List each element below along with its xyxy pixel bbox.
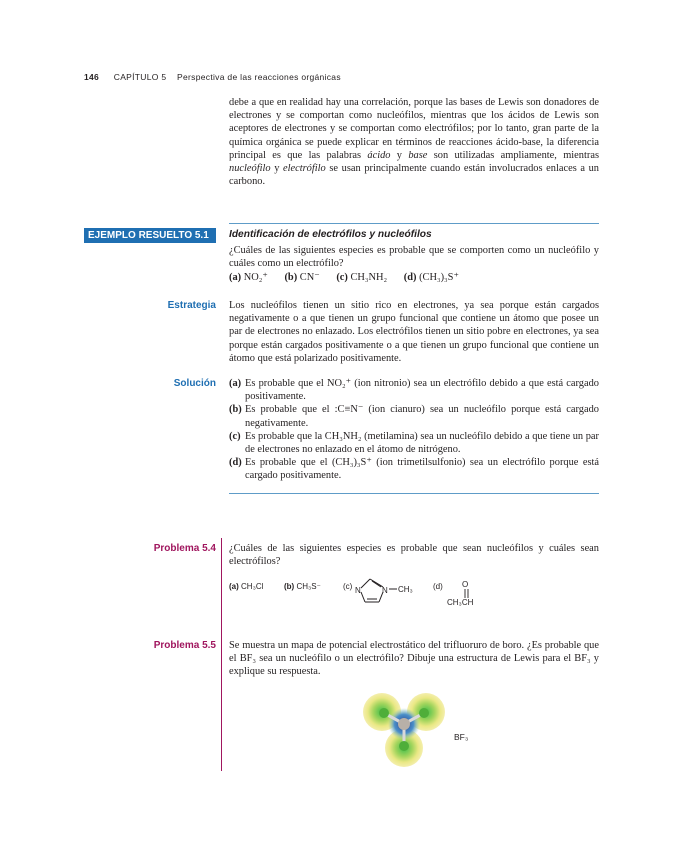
acetaldehyde-oxygen: O — [462, 580, 469, 589]
example-label: EJEMPLO RESUELTO 5.1 — [84, 228, 216, 243]
example-options — [229, 271, 599, 284]
problem-5-4-option-b: (b) CH₃S⁻ — [284, 582, 321, 591]
intro-text-3: se usan principalmente cuando están involucrados enlaces a un carbono. — [229, 163, 599, 188]
intro-and-1: y — [390, 149, 409, 161]
imidazole-methyl: CH₃ — [398, 585, 413, 594]
acid-word: ácido — [367, 149, 391, 161]
problem-5-4-option-d-letter: (d) — [433, 582, 443, 591]
solution-label: Solución — [173, 378, 216, 389]
chapter-label: CAPÍTULO 5 — [113, 72, 167, 82]
example-top-rule — [229, 223, 599, 224]
nucleophile-word: nucleófilo — [229, 163, 271, 175]
page-number: 146 — [84, 72, 100, 82]
problem-5-4-text: ¿Cuáles de las siguientes especies es probable que sean nucleófilos y cuáles sean electrófilos? — [229, 543, 599, 568]
running-header — [84, 72, 341, 82]
imidazole-n-left: N — [355, 586, 361, 595]
acetaldehyde-formula: CH₃CH — [447, 598, 474, 607]
solution-list — [229, 377, 599, 483]
problem-5-4-option-c-letter: (c) — [343, 582, 353, 591]
problem-5-4-option-a: (a) CH₃Cl — [229, 582, 264, 591]
example-bottom-rule — [229, 493, 599, 494]
problems-vertical-rule — [221, 538, 222, 771]
option-c: (c) CH₃NH₂ — [336, 272, 388, 283]
strategy-label: Estrategia — [167, 300, 216, 311]
solution-d: (d) Es probable que el (CH₃)₃S⁺ (ion trimetilsulfonio) sea un electrófilo porque está cargado positivamente. — [229, 457, 599, 482]
option-d: (d) (CH₃)₃S⁺ — [403, 272, 459, 283]
option-b: (b) CN⁻ — [284, 272, 320, 283]
chapter-title: Perspectiva de las reacciones orgánicas — [177, 72, 341, 82]
example-title: Identificación de electrófilos y nucleófilos — [229, 229, 432, 240]
solution-b: (b) Es probable que el :C≡N⁻ (ion cianuro) sea un nucleófilo porque está cargado negativamente. — [229, 404, 599, 429]
intro-text-1: debe a que en realidad hay una correlación, porque las bases de Lewis son donadores de electrones y se comportan como nucleófilos, mientras que los ácidos de Lewis son aceptores de electrones y se comportan como electrófilos; por lo tanto, gran parte de la química orgánica se puede explicar en términos de reacciones ácido-base, la diferencia principal es que las palabras — [229, 97, 599, 161]
base-word: base — [408, 149, 428, 161]
imidazole-n-right: N — [382, 586, 388, 595]
strategy-text: Los nucleófilos tienen un sitio rico en electrones, ya sea porque están cargados negativamente o a que tienen un grupo funcional que contiene un átomo que posee un par de electrones no enlazado. Los electrófilos tienen un sitio pobre en electrones, ya sea porque están cargados positivamente o a que tienen un grupo funcional que contiene un átomo que está polarizado positivamente. — [229, 300, 599, 364]
imidazole-structure — [350, 572, 440, 608]
solution-c: (c) Es probable que la CH₃NH₂ (metilamina) sea un nucleófilo debido a que tiene un par de electrones no enlazado en el átomo de nitrógeno. — [229, 430, 599, 456]
problem-5-4-label: Problema 5.4 — [153, 543, 216, 554]
intro-and-2: y — [270, 163, 284, 175]
example-question: ¿Cuáles de las siguientes especies es probable que se comporten como un nucleófilo y cuáles como un electrófilo? — [229, 245, 599, 270]
problem-5-5-text: Se muestra un mapa de potencial electrostático del trifluoruro de boro. ¿Es probable que el BF₃ sea un nucleófilo o un electrófilo? Dibuje una estructura de Lewis para el BF₃ y explique su respuesta. — [229, 640, 599, 678]
bf3-potential-map — [360, 690, 450, 770]
intro-text-2: son utilizadas ampliamente, mientras — [427, 149, 599, 161]
problem-5-5-label: Problema 5.5 — [153, 640, 216, 651]
intro-paragraph — [229, 96, 599, 188]
electrophile-word: electrófilo — [283, 163, 326, 175]
solution-a: (a) Es probable que el NO₂⁺ (ion nitronio) sea un electrófilo debido a que está cargado positivamente. — [229, 378, 599, 403]
bf3-figure-label: BF₃ — [454, 732, 469, 742]
option-a: (a) NO₂⁺ — [229, 272, 268, 283]
